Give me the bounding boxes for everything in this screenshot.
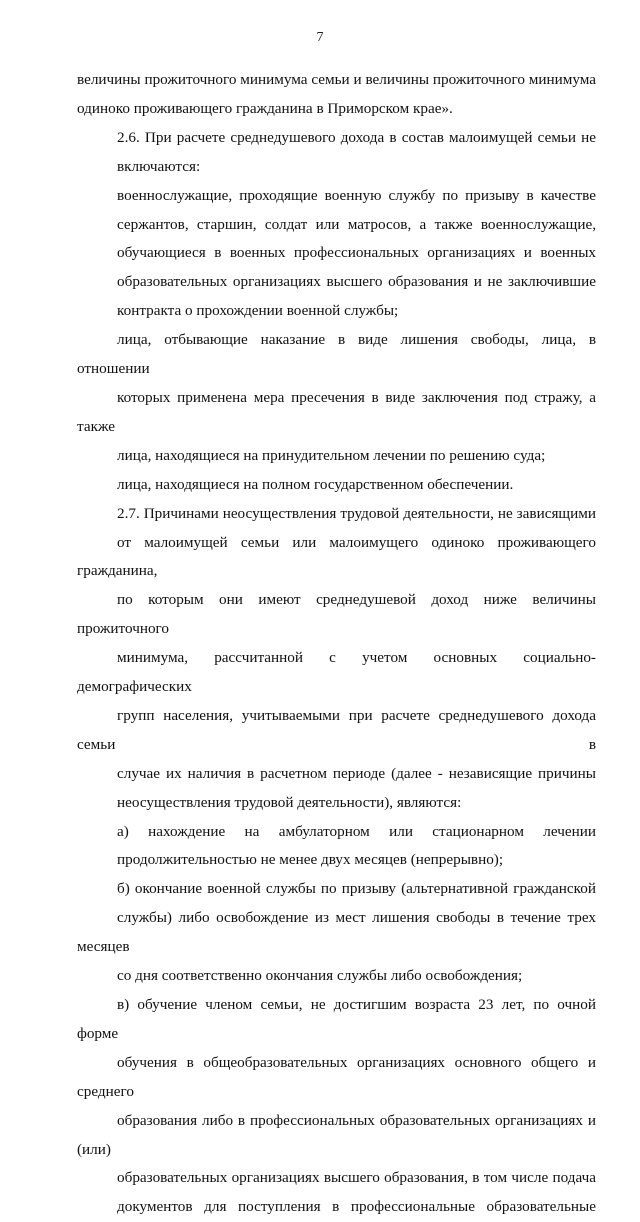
paragraph	[77, 991, 596, 1222]
paragraph	[77, 875, 596, 991]
paragraph	[77, 182, 596, 327]
text-line: величины прожиточного минимума семьи и величины прожиточного минимума	[77, 71, 596, 88]
text-line: минимума, рассчитанной с учетом основных социально-демографических	[77, 649, 596, 696]
text-line: сержантов, старшин, солдат или матросов, а также военнослужащие,	[117, 215, 596, 233]
text-line: обучения в общеобразовательных организациях основного общего и среднего	[77, 1053, 596, 1100]
text-line: которых применена мера пресечения в виде заключения под стражу, а также	[77, 388, 596, 435]
paragraph	[77, 500, 596, 818]
text-line: 2.7. Причинами неосуществления трудовой деятельности, не зависящими	[117, 504, 596, 522]
paragraph	[77, 818, 596, 876]
text-line: службы) либо освобождение из мест лишения свободы в течение трех месяцев	[77, 909, 596, 956]
text-line: лица, находящиеся на принудительном лечении по решению суда;	[117, 446, 546, 464]
paragraph	[77, 471, 596, 500]
paragraph	[77, 326, 596, 471]
text-line: неосуществления трудовой деятельности), являются:	[117, 793, 462, 811]
text-line: лица, отбывающие наказание в виде лишения свободы, лица, в отношении	[77, 331, 596, 378]
text-line: со дня соответственно окончания службы либо освобождения;	[117, 967, 523, 985]
text-line: включаются:	[117, 157, 201, 175]
text-line: групп населения, учитываемыми при расчете среднедушевого дохода семьи в	[77, 706, 596, 753]
text-line: контракта о прохождении военной службы;	[117, 302, 399, 320]
text-line: лица, находящиеся на полном государственном обеспечении.	[117, 475, 514, 493]
text-line: образовательных организациях высшего образования и не заключившие	[117, 273, 596, 291]
document-body	[77, 66, 596, 1222]
text-line: по которым они имеют среднедушевой доход ниже величины прожиточного	[77, 591, 596, 638]
text-line: от малоимущей семьи или малоимущего одиноко проживающего гражданина,	[77, 533, 596, 580]
text-line: одиноко проживающего гражданина в Приморском крае».	[77, 99, 453, 117]
paragraph	[77, 124, 596, 182]
text-line: б) окончание военной службы по призыву (альтернативной гражданской	[117, 880, 596, 898]
text-line: обучающиеся в военных профессиональных организациях и военных	[117, 244, 596, 262]
page-number: 7	[316, 30, 324, 45]
paragraph	[77, 66, 596, 124]
text-line: в) обучение членом семьи, не достигшим возраста 23 лет, по очной форме	[77, 996, 596, 1042]
text-line: случае их наличия в расчетном периоде (далее - независящие причины	[117, 764, 596, 782]
text-line: документов для поступления в профессиональные образовательные	[117, 1198, 596, 1216]
text-line: образования либо в профессиональных образовательных организациях и (или)	[77, 1111, 596, 1158]
text-line: а) нахождение на амбулаторном или стационарном лечении	[117, 822, 596, 840]
text-line: военнослужащие, проходящие военную службу по призыву в качестве	[117, 186, 596, 204]
text-line: 2.6. При расчете среднедушевого дохода в состав малоимущей семьи не	[117, 128, 596, 146]
text-line: образовательных организациях высшего образования, в том числе подача	[117, 1169, 596, 1187]
text-line: продолжительностью не менее двух месяцев (непрерывно);	[117, 851, 504, 869]
